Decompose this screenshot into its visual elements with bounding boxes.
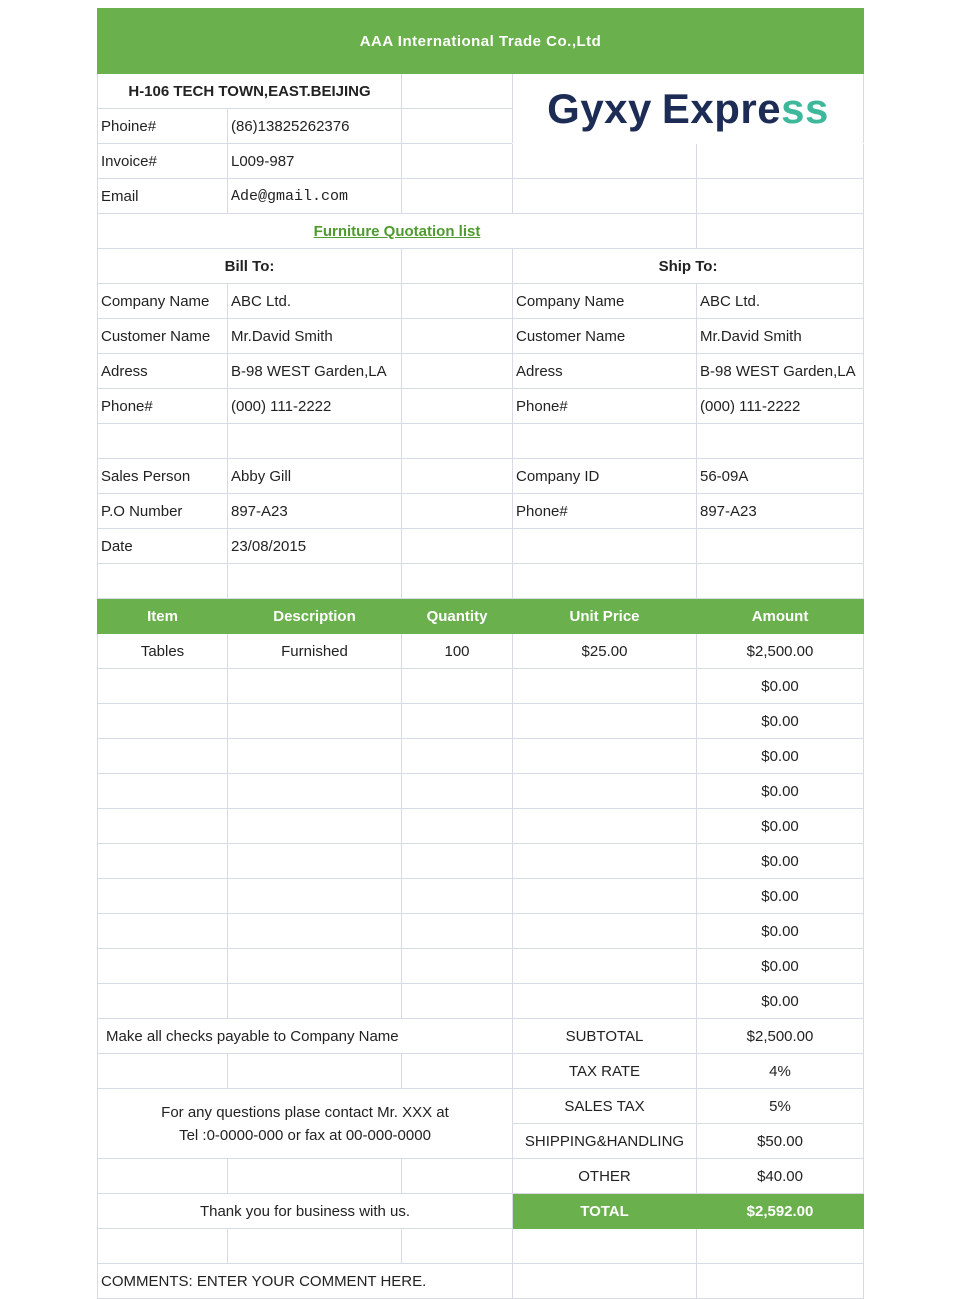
- invoice-label: Invoice#: [98, 144, 228, 179]
- item-row: [98, 809, 864, 844]
- item-cell-description: Furnished: [228, 634, 402, 669]
- column-header: Item: [98, 599, 228, 634]
- company-phone: (86)13825262376: [228, 109, 402, 144]
- company-id: 56-09A: [697, 459, 864, 494]
- other-value: $40.00: [697, 1159, 864, 1194]
- order-phone: 897-A23: [697, 494, 864, 529]
- bill-customer-label: Customer Name: [98, 319, 228, 354]
- subtotal-label: SUBTOTAL: [513, 1019, 697, 1054]
- item-cell-item: [98, 844, 228, 879]
- email-label: Email: [98, 179, 228, 214]
- item-cell-item: [98, 949, 228, 984]
- item-cell-quantity: [402, 914, 513, 949]
- bill-company: ABC Ltd.: [228, 284, 402, 319]
- order-date: 23/08/2015: [228, 529, 402, 564]
- item-cell-item: [98, 704, 228, 739]
- column-header: Description: [228, 599, 402, 634]
- item-cell-amount: $0.00: [697, 739, 864, 774]
- order-phone-label: Phone#: [513, 494, 697, 529]
- checks-note: Make all checks payable to Company Name: [98, 1019, 513, 1054]
- po-number: 897-A23: [228, 494, 402, 529]
- item-cell-unit-price: [513, 914, 697, 949]
- item-cell-item: [98, 984, 228, 1019]
- item-cell-amount: $0.00: [697, 844, 864, 879]
- item-cell-item: [98, 809, 228, 844]
- sales-person-label: Sales Person: [98, 459, 228, 494]
- ship-to-title: Ship To:: [513, 249, 864, 284]
- shipping-label: SHIPPING&HANDLING: [513, 1124, 697, 1159]
- item-row: [98, 739, 864, 774]
- bill-address-label: Adress: [98, 354, 228, 389]
- item-row: [98, 704, 864, 739]
- date-label: Date: [98, 529, 228, 564]
- item-cell-description: [228, 669, 402, 704]
- shipping-value: $50.00: [697, 1124, 864, 1159]
- ship-address: B-98 WEST Garden,LA: [697, 354, 864, 389]
- item-cell-quantity: [402, 879, 513, 914]
- ship-company: ABC Ltd.: [697, 284, 864, 319]
- item-cell-amount: $0.00: [697, 704, 864, 739]
- item-cell-unit-price: [513, 984, 697, 1019]
- other-label: OTHER: [513, 1159, 697, 1194]
- item-cell-unit-price: [513, 844, 697, 879]
- item-cell-quantity: [402, 704, 513, 739]
- item-row: [98, 634, 864, 669]
- subtotal-value: $2,500.00: [697, 1019, 864, 1054]
- tax-rate-label: TAX RATE: [513, 1054, 697, 1089]
- item-cell-quantity: [402, 739, 513, 774]
- item-cell-quantity: [402, 774, 513, 809]
- contact-note: [98, 1089, 513, 1159]
- bill-phone: (000) 111-2222: [228, 389, 402, 424]
- bill-address: B-98 WEST Garden,LA: [228, 354, 402, 389]
- item-row: [98, 949, 864, 984]
- quotation-table: [97, 8, 864, 1299]
- ship-address-label: Adress: [513, 354, 697, 389]
- item-cell-quantity: [402, 809, 513, 844]
- ship-phone-label: Phone#: [513, 389, 697, 424]
- item-cell-quantity: [402, 844, 513, 879]
- column-header: Quantity: [402, 599, 513, 634]
- company-email: Ade@gmail.com: [228, 179, 402, 214]
- item-cell-amount: $0.00: [697, 914, 864, 949]
- items-header-row: [98, 599, 864, 634]
- item-cell-quantity: 100: [402, 634, 513, 669]
- quotation-sheet: [97, 8, 863, 1299]
- item-row: [98, 879, 864, 914]
- item-row: [98, 984, 864, 1019]
- company-phone-label: Phoine#: [98, 109, 228, 144]
- contact-line-2: Tel :0-0000-000 or fax at 00-000-0000: [179, 1126, 431, 1144]
- item-cell-item: [98, 774, 228, 809]
- item-row: [98, 844, 864, 879]
- item-cell-amount: $0.00: [697, 949, 864, 984]
- company-name-banner: AAA International Trade Co.,Ltd: [98, 9, 864, 74]
- total-value: $2,592.00: [697, 1194, 864, 1229]
- item-cell-unit-price: $25.00: [513, 634, 697, 669]
- item-row: [98, 914, 864, 949]
- sales-tax-value: 5%: [697, 1089, 864, 1124]
- company-address: H-106 TECH TOWN,EAST.BEIJING: [98, 74, 402, 109]
- item-cell-description: [228, 984, 402, 1019]
- item-cell-description: [228, 879, 402, 914]
- item-cell-unit-price: [513, 809, 697, 844]
- bill-phone-label: Phone#: [98, 389, 228, 424]
- item-cell-quantity: [402, 949, 513, 984]
- total-label: TOTAL: [513, 1194, 697, 1229]
- item-cell-description: [228, 739, 402, 774]
- item-row: [98, 669, 864, 704]
- comments-note: COMMENTS: ENTER YOUR COMMENT HERE.: [98, 1264, 513, 1299]
- item-cell-unit-price: [513, 704, 697, 739]
- item-cell-description: [228, 949, 402, 984]
- item-cell-item: [98, 879, 228, 914]
- item-cell-unit-price: [513, 949, 697, 984]
- po-number-label: P.O Number: [98, 494, 228, 529]
- company-id-label: Company ID: [513, 459, 697, 494]
- invoice-number: L009-987: [228, 144, 402, 179]
- item-cell-description: [228, 914, 402, 949]
- column-header: Amount: [697, 599, 864, 634]
- item-cell-unit-price: [513, 739, 697, 774]
- bill-company-label: Company Name: [98, 284, 228, 319]
- item-cell-item: [98, 914, 228, 949]
- column-header: Unit Price: [513, 599, 697, 634]
- bill-customer: Mr.David Smith: [228, 319, 402, 354]
- logo: [513, 74, 864, 144]
- bill-to-title: Bill To:: [98, 249, 402, 284]
- item-cell-item: Tables: [98, 634, 228, 669]
- item-cell-quantity: [402, 669, 513, 704]
- item-cell-amount: $0.00: [697, 809, 864, 844]
- logo-text: Gyxy Express: [547, 84, 829, 132]
- item-cell-amount: $0.00: [697, 879, 864, 914]
- ship-customer: Mr.David Smith: [697, 319, 864, 354]
- item-cell-amount: $0.00: [697, 984, 864, 1019]
- item-cell-description: [228, 809, 402, 844]
- contact-line-1: For any questions plase contact Mr. XXX at: [161, 1103, 449, 1121]
- item-cell-description: [228, 844, 402, 879]
- sales-tax-label: SALES TAX: [513, 1089, 697, 1124]
- item-cell-amount: $0.00: [697, 669, 864, 704]
- item-cell-unit-price: [513, 774, 697, 809]
- item-cell-amount: $2,500.00: [697, 634, 864, 669]
- item-cell-unit-price: [513, 879, 697, 914]
- item-cell-description: [228, 774, 402, 809]
- ship-customer-label: Customer Name: [513, 319, 697, 354]
- sales-person: Abby Gill: [228, 459, 402, 494]
- thanks-note: Thank you for business with us.: [98, 1194, 513, 1229]
- ship-company-label: Company Name: [513, 284, 697, 319]
- item-cell-quantity: [402, 984, 513, 1019]
- ship-phone: (000) 111-2222: [697, 389, 864, 424]
- item-cell-amount: $0.00: [697, 774, 864, 809]
- item-cell-item: [98, 669, 228, 704]
- tax-rate-value: 4%: [697, 1054, 864, 1089]
- item-cell-description: [228, 704, 402, 739]
- item-cell-unit-price: [513, 669, 697, 704]
- item-row: [98, 774, 864, 809]
- item-cell-item: [98, 739, 228, 774]
- quotation-title: Furniture Quotation list: [98, 214, 697, 249]
